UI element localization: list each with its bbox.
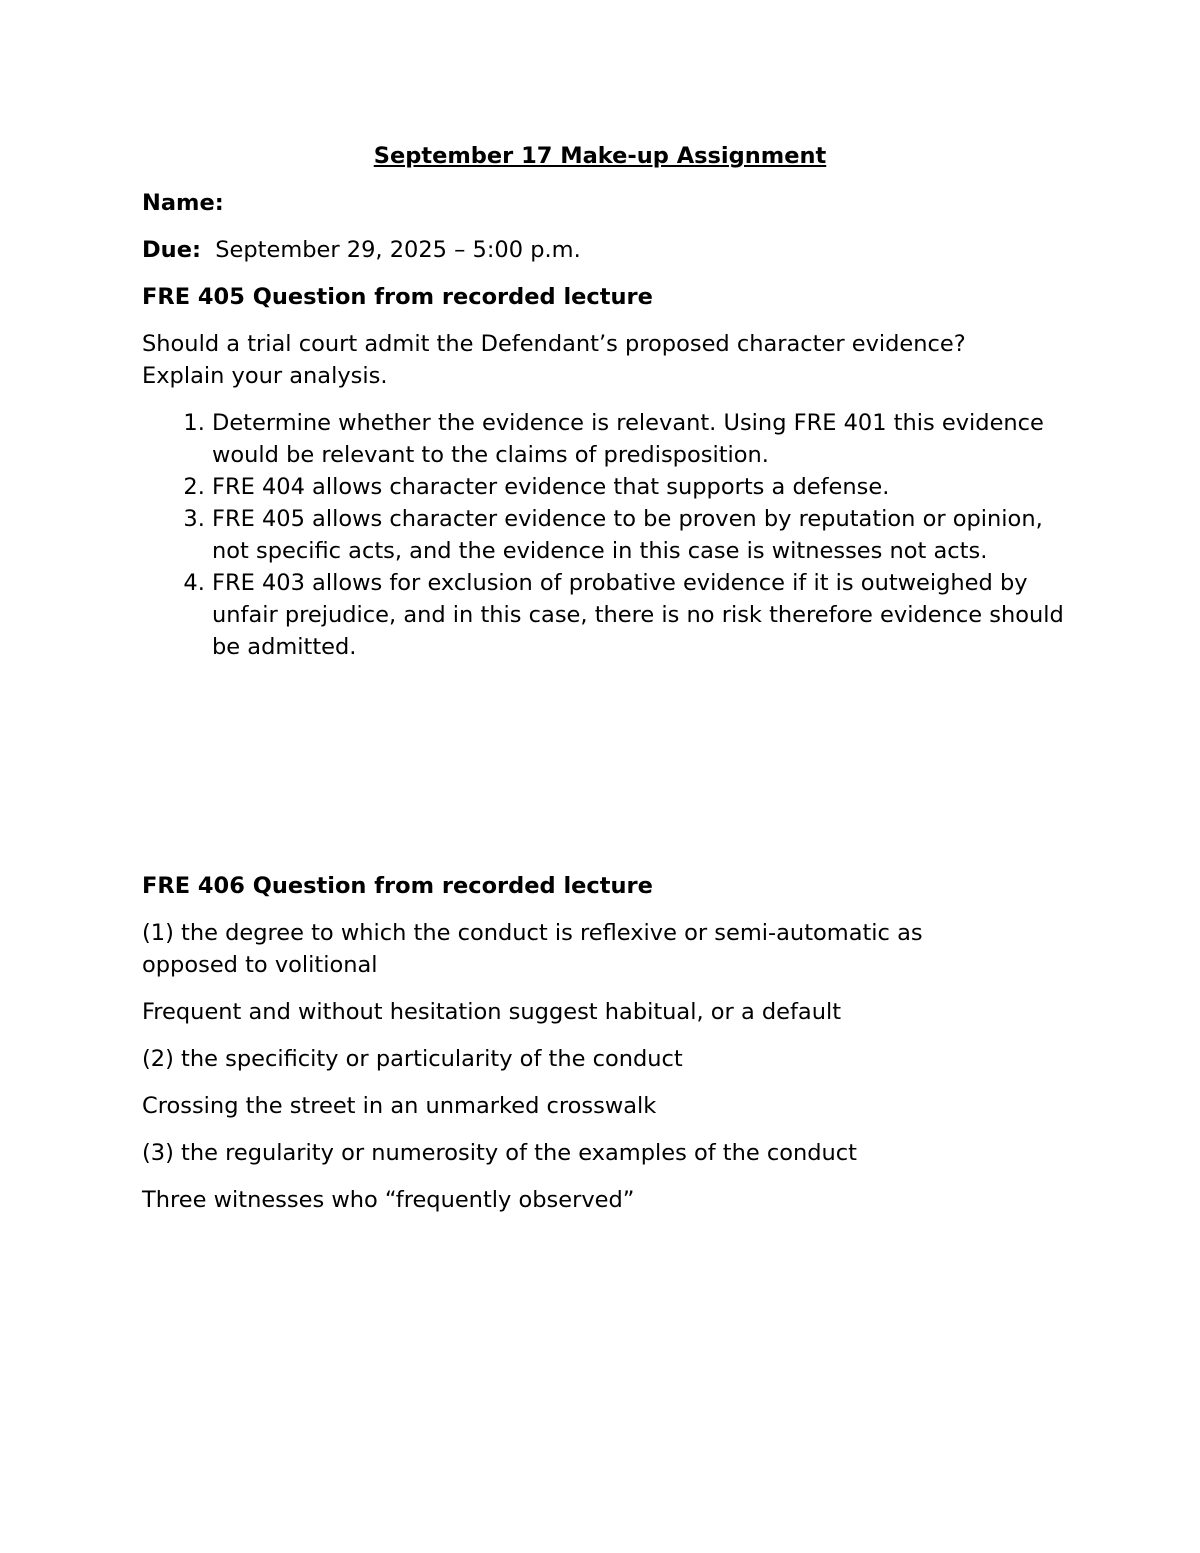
answer-2: Crossing the street in an unmarked crosswalk	[142, 1093, 657, 1119]
factor-2: (2) the specificity or particularity of the conduct	[142, 1046, 683, 1072]
name-field	[142, 187, 1067, 219]
due-value: September 29, 2025 – 5:00 p.m.	[215, 237, 581, 263]
document-title: September 17 Make-up Assignment	[373, 143, 827, 169]
list-item: 1. Determine whether the evidence is relevant. Using FRE 401 this evidence would be relevant to the claims of predisposition.	[212, 407, 1067, 471]
due-line	[142, 234, 1067, 266]
answer-3: Three witnesses who “frequently observed”	[142, 1187, 635, 1213]
list-item: 4. FRE 403 allows for exclusion of probative evidence if it is outweighed by unfair prejudice, and in this case, there is no risk therefore evidence should be admitted.	[212, 567, 1067, 663]
factor-1-line: opposed to volitional	[142, 952, 378, 978]
section1-question-line: Should a trial court admit the Defendant’s proposed character evidence?	[142, 331, 966, 357]
list-item: 3. FRE 405 allows character evidence to be proven by reputation or opinion, not specific acts, and the evidence in this case is witnesses not acts.	[212, 503, 1067, 567]
factor-3: (3) the regularity or numerosity of the examples of the conduct	[142, 1140, 857, 1166]
section1-analysis-list	[142, 407, 1067, 663]
factor-1-line: (1) the degree to which the conduct is reflexive or semi-automatic as	[142, 920, 923, 946]
section1-question-line: Explain your analysis.	[142, 363, 388, 389]
answer-1: Frequent and without hesitation suggest habitual, or a default	[142, 999, 842, 1025]
name-label: Name:	[142, 190, 224, 216]
document-body	[142, 141, 1067, 1216]
list-item: 2. FRE 404 allows character evidence that supports a defense.	[212, 471, 1067, 503]
due-label: Due:	[142, 237, 201, 263]
factor-1	[142, 917, 1067, 981]
section1-question	[142, 328, 1067, 392]
section2-heading: FRE 406 Question from recorded lecture	[142, 873, 653, 899]
section1-heading: FRE 405 Question from recorded lecture	[142, 284, 653, 310]
